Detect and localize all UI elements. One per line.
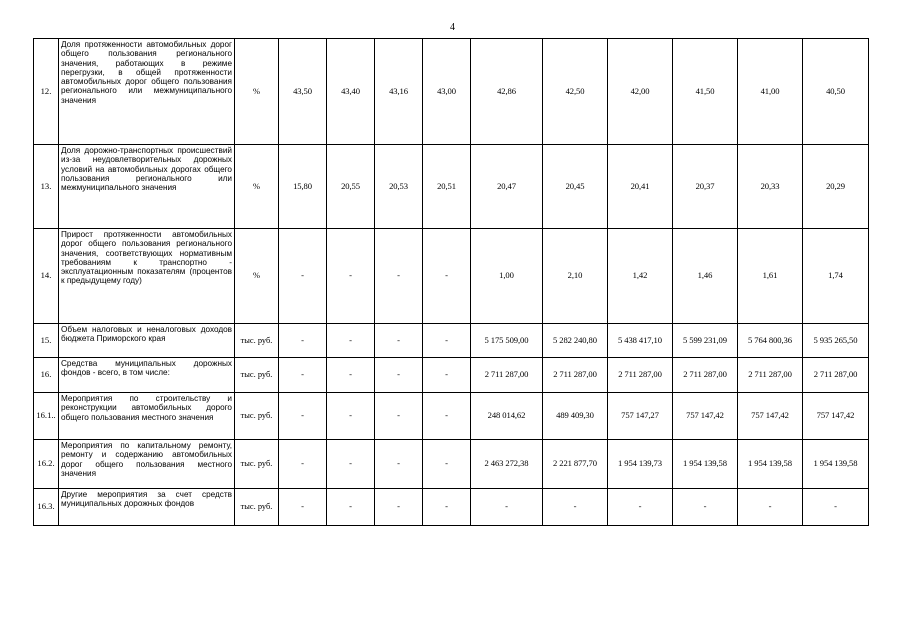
value-cell: 2,10 — [543, 229, 608, 324]
row-number: 13. — [34, 145, 59, 229]
value-cell: - — [608, 489, 673, 526]
value-cell: 2 711 287,00 — [471, 358, 543, 393]
value-cell: - — [423, 440, 471, 489]
value-cell: 42,00 — [608, 39, 673, 145]
value-cell: 42,50 — [543, 39, 608, 145]
page-number: 4 — [450, 22, 455, 33]
value-cell: 43,00 — [423, 39, 471, 145]
value-cell: - — [375, 358, 423, 393]
value-cell: 1 954 139,58 — [803, 440, 869, 489]
value-cell: - — [375, 489, 423, 526]
table-row — [34, 393, 869, 440]
value-cell: - — [279, 358, 327, 393]
row-number: 15. — [34, 324, 59, 358]
value-cell: - — [279, 229, 327, 324]
value-cell: - — [327, 358, 375, 393]
indicator-name: Объем налоговых и неналоговых доходов бюджета Приморского края — [59, 324, 235, 358]
unit-cell: тыс. руб. — [235, 358, 279, 393]
value-cell: 43,16 — [375, 39, 423, 145]
unit-cell: % — [235, 229, 279, 324]
value-cell: - — [327, 393, 375, 440]
value-cell: - — [423, 229, 471, 324]
indicator-name: Средства муниципальных дорожных фондов - всего, в том числе: — [59, 358, 235, 393]
row-number: 14. — [34, 229, 59, 324]
table-row — [34, 39, 869, 145]
value-cell: 20,47 — [471, 145, 543, 229]
unit-cell: тыс. руб. — [235, 440, 279, 489]
value-cell: - — [327, 324, 375, 358]
value-cell: - — [327, 440, 375, 489]
value-cell: 757 147,42 — [803, 393, 869, 440]
indicator-name: Прирост протяженности автомобильных дорог общего пользования регионального значения, соответствующих нормативным требованиям к транспортно - эксплуатационным показателям (процентов к предыдущему году) — [59, 229, 235, 324]
value-cell: 1,46 — [673, 229, 738, 324]
unit-cell: % — [235, 145, 279, 229]
value-cell: 40,50 — [803, 39, 869, 145]
value-cell: - — [423, 324, 471, 358]
value-cell: 757 147,42 — [673, 393, 738, 440]
value-cell: 1 954 139,58 — [738, 440, 803, 489]
value-cell: 2 463 272,38 — [471, 440, 543, 489]
value-cell: - — [471, 489, 543, 526]
row-number: 16.1.. — [34, 393, 59, 440]
value-cell: - — [423, 489, 471, 526]
value-cell: - — [279, 393, 327, 440]
value-cell: 42,86 — [471, 39, 543, 145]
value-cell: 1,42 — [608, 229, 673, 324]
value-cell: 1,61 — [738, 229, 803, 324]
value-cell: - — [543, 489, 608, 526]
value-cell: 20,33 — [738, 145, 803, 229]
indicator-name: Доля протяженности автомобильных дорог общего пользования регионального значения, работающих в режиме перегрузки, в общей протяженности автомобильных дорог общего пользования регионального или межмуниципального значения — [59, 39, 235, 145]
value-cell: 43,40 — [327, 39, 375, 145]
indicator-name: Другие мероприятия за счет средств муниципальных дорожных фондов — [59, 489, 235, 526]
value-cell: 2 221 877,70 — [543, 440, 608, 489]
value-cell: 5 935 265,50 — [803, 324, 869, 358]
value-cell: - — [375, 229, 423, 324]
value-cell: - — [279, 324, 327, 358]
value-cell: 20,53 — [375, 145, 423, 229]
value-cell: - — [279, 489, 327, 526]
value-cell: - — [327, 489, 375, 526]
value-cell: 41,00 — [738, 39, 803, 145]
value-cell: 15,80 — [279, 145, 327, 229]
value-cell: - — [375, 324, 423, 358]
value-cell: - — [327, 229, 375, 324]
row-number: 16.2. — [34, 440, 59, 489]
value-cell: 1,74 — [803, 229, 869, 324]
indicator-name: Мероприятия по капитальному ремонту, ремонту и содержанию автомобильных дорог общего пользования местного значения — [59, 440, 235, 489]
value-cell: 2 711 287,00 — [608, 358, 673, 393]
value-cell: - — [803, 489, 869, 526]
value-cell: 20,29 — [803, 145, 869, 229]
unit-cell: тыс. руб. — [235, 324, 279, 358]
value-cell: 20,37 — [673, 145, 738, 229]
table-row — [34, 229, 869, 324]
unit-cell: % — [235, 39, 279, 145]
table-row — [34, 324, 869, 358]
value-cell: 5 282 240,80 — [543, 324, 608, 358]
table-row — [34, 489, 869, 526]
value-cell: 5 599 231,09 — [673, 324, 738, 358]
value-cell: 1 954 139,58 — [673, 440, 738, 489]
value-cell: - — [279, 440, 327, 489]
value-cell: 757 147,27 — [608, 393, 673, 440]
value-cell: 43,50 — [279, 39, 327, 145]
value-cell: 5 438 417,10 — [608, 324, 673, 358]
row-number: 16.3. — [34, 489, 59, 526]
value-cell: - — [375, 393, 423, 440]
value-cell: 1,00 — [471, 229, 543, 324]
value-cell: 2 711 287,00 — [803, 358, 869, 393]
value-cell: 5 764 800,36 — [738, 324, 803, 358]
value-cell: 2 711 287,00 — [673, 358, 738, 393]
indicator-name: Мероприятия по строительству и реконструкции автомобильных дорого общего пользования местного значения — [59, 393, 235, 440]
row-number: 12. — [34, 39, 59, 145]
value-cell: 248 014,62 — [471, 393, 543, 440]
row-number: 16. — [34, 358, 59, 393]
value-cell: 2 711 287,00 — [543, 358, 608, 393]
value-cell: 20,55 — [327, 145, 375, 229]
value-cell: 5 175 509,00 — [471, 324, 543, 358]
value-cell: 20,51 — [423, 145, 471, 229]
value-cell: 2 711 287,00 — [738, 358, 803, 393]
table-row — [34, 145, 869, 229]
value-cell: 41,50 — [673, 39, 738, 145]
value-cell: 1 954 139,73 — [608, 440, 673, 489]
table-row — [34, 440, 869, 489]
value-cell: - — [375, 440, 423, 489]
value-cell: - — [423, 358, 471, 393]
value-cell: 20,45 — [543, 145, 608, 229]
value-cell: - — [738, 489, 803, 526]
value-cell: 757 147,42 — [738, 393, 803, 440]
value-cell: - — [423, 393, 471, 440]
value-cell: 489 409,30 — [543, 393, 608, 440]
unit-cell: тыс. руб. — [235, 489, 279, 526]
indicators-table — [33, 38, 869, 526]
table-row — [34, 358, 869, 393]
indicator-name: Доля дорожно-транспортных происшествий из-за неудовлетворительных дорожных условий на автомобильных дорогах общего пользования регионального или межмуниципального значения — [59, 145, 235, 229]
unit-cell: тыс. руб. — [235, 393, 279, 440]
value-cell: 20,41 — [608, 145, 673, 229]
value-cell: - — [673, 489, 738, 526]
